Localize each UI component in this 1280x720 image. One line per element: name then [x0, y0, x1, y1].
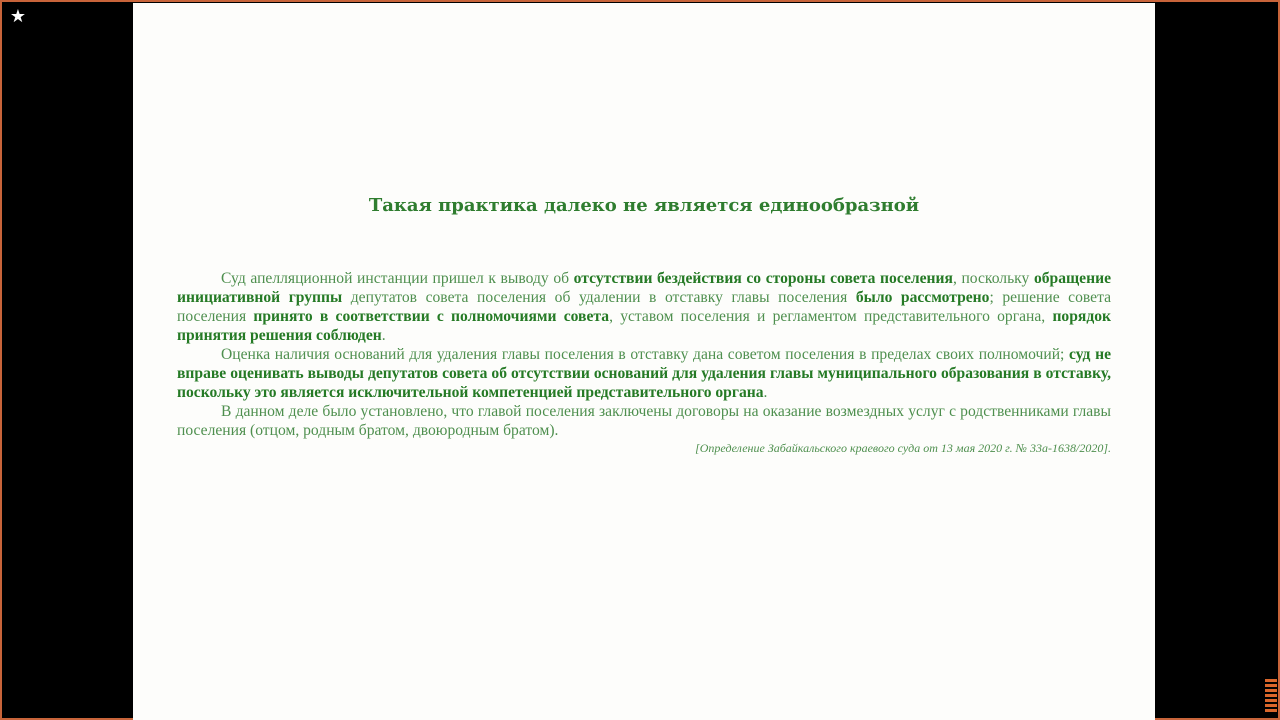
slide-body — [177, 269, 1111, 456]
paragraph-1 — [177, 269, 1111, 345]
paragraph-1-emphasis: отсутствии бездействия со стороны совета поселения — [573, 270, 953, 287]
paragraph-1-emphasis: принято в соответствии с полномочиями совета — [253, 308, 610, 325]
paragraph-3: В данном деле было установлено, что главой поселения заключены договоры на оказание возмездных услуг с родственниками главы поселения (отцом, родным братом, двоюродным братом). — [177, 403, 1111, 439]
paragraph-2-text: Оценка наличия оснований для удаления главы поселения в отставку дана советом поселения в пределах своих полномочий; — [221, 346, 1070, 363]
paragraph-1-text: ; решение совета поселения — [177, 289, 1111, 325]
paragraph-1-text: . — [381, 327, 386, 344]
paragraph-1-text: , уставом поселения и регламентом представительного органа, — [609, 308, 1053, 325]
slide-title: Такая практика далеко не является единообразной — [368, 195, 920, 216]
paragraph-2-text: . — [763, 384, 768, 401]
paragraph-1-text: депутатов совета поселения об удалении в отставку главы поселения — [342, 289, 856, 306]
paragraph-2-emphasis: суд не вправе оценивать выводы депутатов совета об отсутствии оснований для удаления главы муниципального образования в отставку, поскольку это является исключительной компетенцией представительного органа — [177, 346, 1111, 401]
paragraph-1-emphasis: порядок принятия решения соблюден — [177, 308, 1111, 344]
citation: [Определение Забайкальского краевого суда от 13 мая 2020 г. № 33а-1638/2020]. — [695, 441, 1111, 455]
paragraph-1-emphasis: обращение инициативной группы — [177, 270, 1111, 306]
paragraph-1-emphasis: было рассмотрено — [855, 289, 990, 306]
presentation-slide — [133, 3, 1155, 720]
volume-level-icon[interactable] — [1265, 679, 1277, 717]
paragraph-2 — [177, 345, 1111, 402]
paragraph-1-text: , поскольку — [952, 270, 1034, 287]
star-icon[interactable]: ★ — [9, 6, 27, 27]
paragraph-1-text: Суд апелляционной инстанции пришел к выводу об — [221, 270, 574, 287]
